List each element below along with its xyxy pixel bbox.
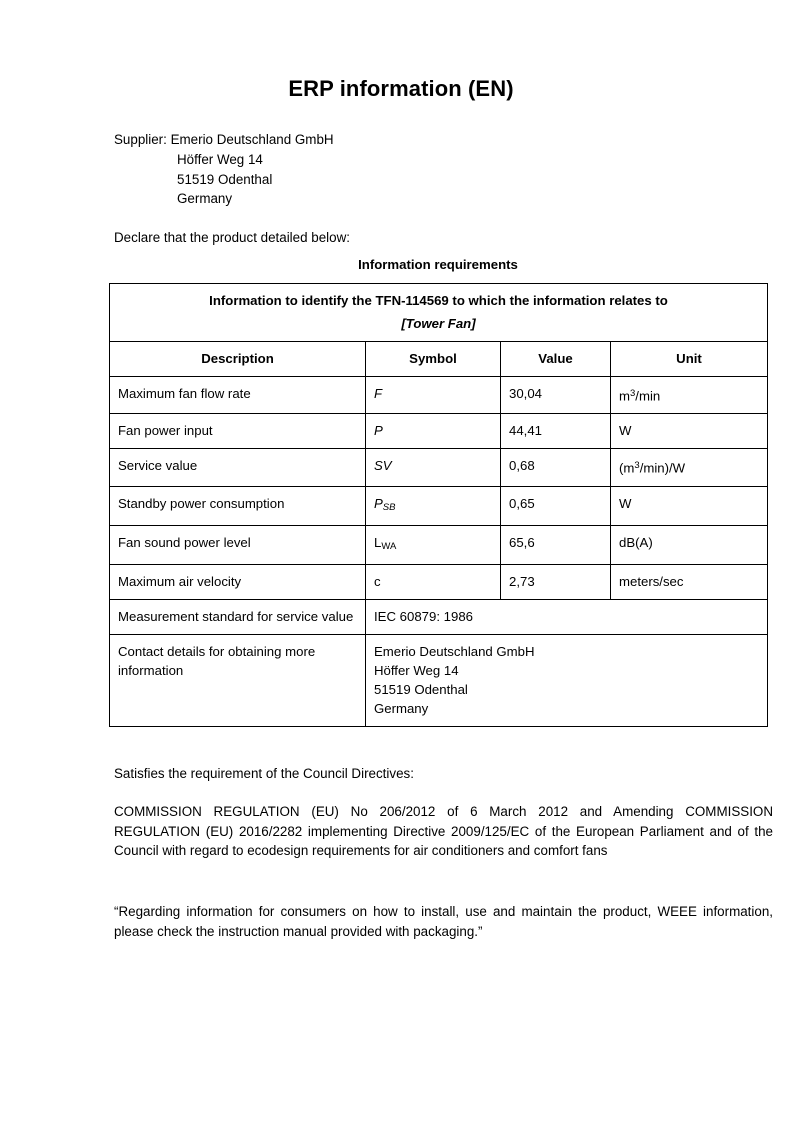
erp-information-table	[109, 283, 768, 727]
supplier-label: Supplier:	[114, 132, 167, 147]
cell-symbol	[366, 449, 501, 486]
cell-unit: dB(A)	[611, 525, 768, 564]
cell-description: Standby power consumption	[110, 486, 366, 525]
table-header-row	[110, 342, 768, 377]
cell-description: Fan power input	[110, 414, 366, 449]
cell-unit: $(m^3/\min)/W$	[611, 449, 768, 486]
cell-symbol	[366, 486, 501, 525]
cell-value: 44,41	[501, 414, 611, 449]
cell-unit: $m^3/\min$	[611, 377, 768, 414]
cell-description: Fan sound power level	[110, 525, 366, 564]
symbol-glyph: $P_{SB}$	[374, 495, 396, 513]
table-row	[110, 525, 768, 564]
cell-description: Service value	[110, 449, 366, 486]
table-row	[110, 449, 768, 486]
symbol-subscript: WA	[381, 540, 397, 552]
product-name: [Tower Fan]	[401, 316, 476, 331]
table-row	[110, 564, 768, 599]
supplier-name: Emerio Deutschland GmbH	[170, 132, 334, 147]
table-body	[110, 284, 768, 727]
cell-unit: W	[611, 414, 768, 449]
cell-symbol	[366, 377, 501, 414]
identify-title: Information to identify the TFN-114569 to which the information relates to	[209, 293, 668, 308]
unit-superscript: 3	[630, 388, 636, 399]
supplier-street: Höffer Weg 14	[177, 151, 263, 167]
satisfies-paragraph: Satisfies the requirement of the Council Directives:	[114, 766, 414, 781]
symbol-glyph: SV	[374, 458, 392, 474]
cell-description: Measurement standard for service value	[110, 599, 366, 634]
cell-unit: meters/sec	[611, 564, 768, 599]
cell-value: 0,68	[501, 449, 611, 486]
supplier-block	[114, 130, 334, 209]
column-header-unit: Unit	[611, 342, 768, 377]
cell-description: Maximum air velocity	[110, 564, 366, 599]
contact-line: Höffer Weg 14	[374, 662, 459, 678]
supplier-name-line	[114, 130, 334, 150]
page-title: ERP information (EN)	[288, 76, 514, 101]
contact-line: 51519 Odenthal	[374, 681, 468, 697]
identify-cell	[110, 284, 768, 342]
table-row-contact-details	[110, 634, 768, 726]
declare-line: Declare that the product detailed below:	[114, 230, 350, 245]
cell-symbol	[366, 525, 501, 564]
weee-paragraph: “Regarding information for consumers on how to install, use and maintain the product, WEEE information, please check the instruction manual provided with packaging.”	[114, 904, 773, 939]
cell-value: 65,6	[501, 525, 611, 564]
cell-value: 2,73	[501, 564, 611, 599]
contact-line: Germany	[374, 700, 429, 716]
cell-unit: W	[611, 486, 768, 525]
symbol-glyph: $L_{WA}$	[374, 534, 397, 552]
column-header-description: Description	[110, 342, 366, 377]
table-row	[110, 414, 768, 449]
cell-description: Contact details for obtaining more information	[110, 634, 366, 726]
symbol-subscript: SB	[382, 501, 396, 513]
table-row	[110, 486, 768, 525]
symbol-glyph: c	[374, 573, 381, 589]
regulation-paragraph: COMMISSION REGULATION (EU) No 206/2012 of 6 March 2012 and Amending COMMISSION REGULATION (EU) 2016/2282 implementing Directive 2009/125/EC of the European Parliament and of the Council with regard to ecodesign requirements for air conditioners and comfort fans	[114, 804, 773, 859]
table-row	[110, 377, 768, 414]
supplier-country: Germany	[177, 191, 233, 207]
contact-line: Emerio Deutschland GmbH	[374, 643, 535, 659]
symbol-glyph: F	[374, 386, 383, 401]
column-header-symbol: Symbol	[366, 342, 501, 377]
cell-symbol	[366, 414, 501, 449]
supplier-city: 51519 Odenthal	[177, 171, 273, 187]
cell-measurement-value: IEC 60879: 1986	[366, 599, 768, 634]
table-row-measurement-standard	[110, 599, 768, 634]
table-row-identify	[110, 284, 768, 342]
cell-description: Maximum fan flow rate	[110, 377, 366, 414]
section-heading: Information requirements	[358, 257, 518, 272]
cell-contact-value	[366, 634, 768, 726]
cell-value: 0,65	[501, 486, 611, 525]
cell-value: 30,04	[501, 377, 611, 414]
symbol-glyph: P	[374, 423, 383, 439]
column-header-value: Value	[501, 342, 611, 377]
unit-superscript: 3	[634, 460, 640, 472]
cell-symbol	[366, 564, 501, 599]
